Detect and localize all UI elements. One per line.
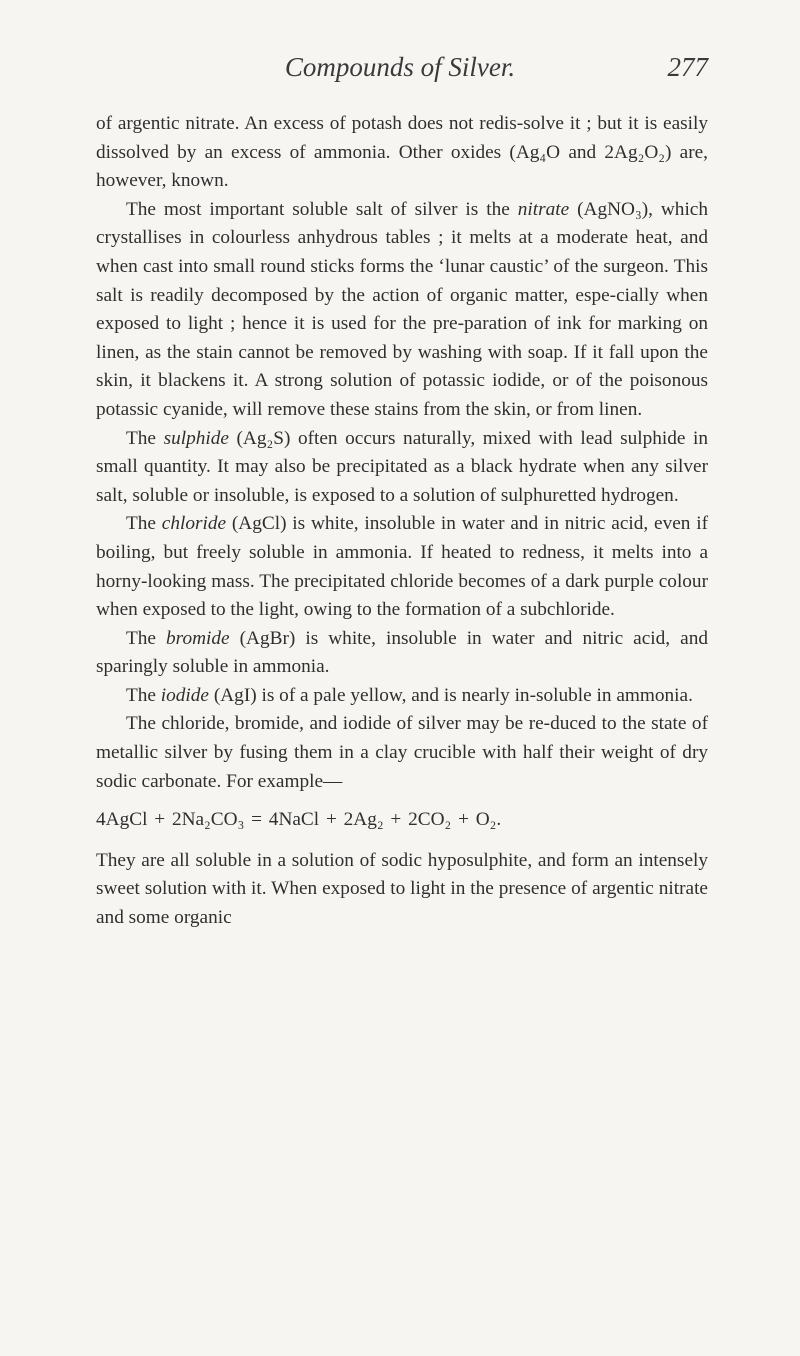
text-run: ) often occurs naturally, mixed with lead sulphide in small quantity. It may also be precipitated as a black hydrate when any silver salt, soluble or insoluble, is exposed to a solution of sulphuretted hydrogen. (96, 427, 708, 506)
text-run: ( (226, 513, 239, 535)
text-run: ( (228, 427, 243, 449)
paragraph-hyposulphite: They are all soluble in a solution of sodic hyposulphite, and form an intensely sweet solution with it. When exposed to light in the presence of argentic nitrate and some organic (96, 849, 708, 929)
text-run: ( (569, 198, 584, 220)
text-run: ) is white, insoluble in water and in nitric acid, even if boiling, but freely soluble in ammonia. If heated to redness, it melts into a horny-looking mass. The precipitated chloride becomes of a dark purple colour when exposed to the light, owing to the formation of a subchloride. (96, 513, 709, 621)
formula: Ag₂S (242, 427, 284, 449)
formula: AgCl (238, 513, 281, 535)
text-run: ( (229, 627, 247, 649)
paragraph-bromide (96, 625, 708, 682)
text-run: The (126, 627, 167, 649)
running-title: Compounds of Silver. (284, 52, 516, 82)
formula: 2Ag₂O₂ (604, 141, 665, 163)
paragraph-chloride (96, 510, 708, 624)
page-header (0, 52, 800, 92)
text-run: The (126, 684, 161, 706)
text-run: The most important soluble salt of silver is the (126, 198, 518, 220)
text-run: The (126, 513, 162, 535)
formula: AgBr (246, 627, 289, 649)
term-nitrate: nitrate (517, 198, 570, 220)
text-run: ) is white, insoluble in water and nitric acid, and sparingly soluble in ammonia. (96, 627, 708, 678)
text-run: and (560, 141, 605, 163)
term-sulphide: sulphide (163, 427, 229, 449)
text-run: ), which crystallises in colourless anhydrous tables ; it melts at a moderate heat, and when cast into small round sticks forms the ‘lunar caustic’ of the surgeon. This salt is readily decomposed by the action of organic matter, espe-cially when exposed to light ; hence it is used for the pre-paration of ink for marking on linen, as the stain cannot be removed by washing with soap. If it fall upon the skin, it blackens it. A strong solution of potassic iodide, or of the poisonous potassic cyanide, will remove these stains from the skin, or from linen. (96, 198, 708, 420)
term-chloride: chloride (161, 513, 227, 535)
text-run: The (126, 427, 164, 449)
formula: AgI (220, 684, 251, 706)
paragraph-sulphide (96, 425, 708, 511)
paragraph-reduction: The chloride, bromide, and iodide of silver may be re-duced to the state of metallic silver by fusing them in a clay crucible with half their weight of dry sodic carbonate. For example— (96, 713, 708, 792)
formula: Ag₄O (515, 141, 561, 163)
paragraph-oxides (96, 110, 708, 196)
paragraph-iodide (96, 682, 708, 711)
formula: AgNO₃ (583, 198, 642, 220)
page-number: 277 (667, 52, 708, 82)
text-run: ( (209, 684, 221, 706)
paragraph-nitrate (96, 196, 708, 425)
body-text (96, 110, 708, 933)
text-run: of argentic nitrate. An excess of potash does not redis-solve it ; but it is easily dissolved by an excess of ammonia. Other oxides ( (96, 113, 708, 163)
text-run: ) are, however, known. (96, 141, 709, 192)
term-bromide: bromide (166, 627, 230, 649)
text-run: ) is of a pale yellow, and is nearly in-soluble in ammonia. (250, 684, 693, 706)
term-iodide: iodide (160, 684, 209, 706)
chemical-equation: 4AgCl + 2Na₂CO₃ = 4NaCl + 2Ag₂ + 2CO₂ + O₂. (96, 809, 502, 831)
